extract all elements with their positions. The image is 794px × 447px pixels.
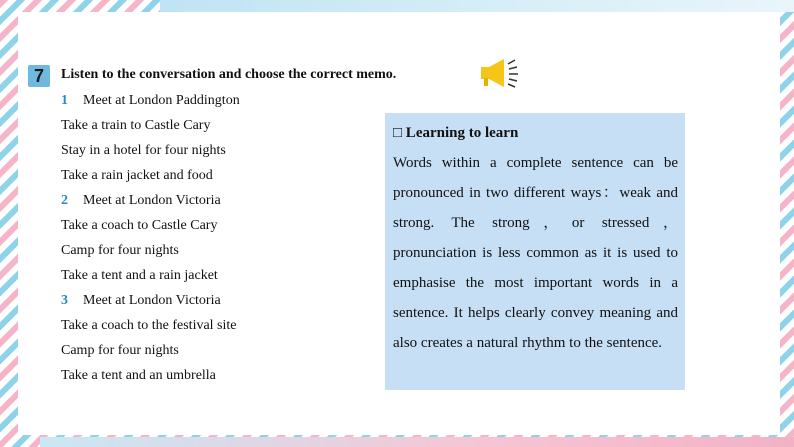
memo-line: Meet at London Victoria xyxy=(83,293,221,308)
exercise-number-badge: 7 xyxy=(28,65,50,87)
learning-to-learn-box xyxy=(385,113,685,390)
memo-line: Take a tent and a rain jacket xyxy=(61,268,218,283)
memo-line: Meet at London Victoria xyxy=(83,193,221,208)
memo-line: Take a rain jacket and food xyxy=(61,168,213,183)
memo-number: 2 xyxy=(61,193,68,208)
speaker-icon[interactable] xyxy=(478,56,522,88)
memo-list xyxy=(61,92,240,392)
memo-option-heading[interactable] xyxy=(61,292,240,317)
memo-line: Take a train to Castle Cary xyxy=(61,118,211,133)
memo-line: Take a coach to Castle Cary xyxy=(61,218,218,233)
memo-option-heading[interactable] xyxy=(61,192,240,217)
speaker-cone xyxy=(489,59,504,87)
memo-line: Meet at London Paddington xyxy=(83,93,240,108)
box-title: □ Learning to learn xyxy=(393,125,519,141)
memo-line: Camp for four nights xyxy=(61,243,179,258)
memo-option-heading[interactable] xyxy=(61,92,240,117)
bottom-decor-band xyxy=(40,437,794,447)
sound-wave-line xyxy=(508,60,515,64)
memo-number: 1 xyxy=(61,93,68,108)
top-decor-band xyxy=(160,0,794,12)
box-body: Words within a complete sentence can be pronounced in two different ways：weak and strong. The strong，or stressed，pronunciation is less common as it is used to emphasise the most important words in a sentence. It helps clearly convey meaning and also creates a natural rhythm to the sentence. xyxy=(393,155,678,351)
sound-wave-line xyxy=(509,67,517,69)
memo-line: Camp for four nights xyxy=(61,343,179,358)
speaker-body xyxy=(481,67,489,79)
memo-line: Stay in a hotel for four nights xyxy=(61,143,226,158)
memo-line: Take a coach to the festival site xyxy=(61,318,237,333)
exercise-instruction: Listen to the conversation and choose the correct memo. xyxy=(61,67,397,82)
memo-line: Take a tent and an umbrella xyxy=(61,368,216,383)
memo-number: 3 xyxy=(61,293,68,308)
sound-wave-line xyxy=(509,79,517,81)
speaker-handle xyxy=(484,78,488,86)
sound-wave-line xyxy=(508,84,515,87)
